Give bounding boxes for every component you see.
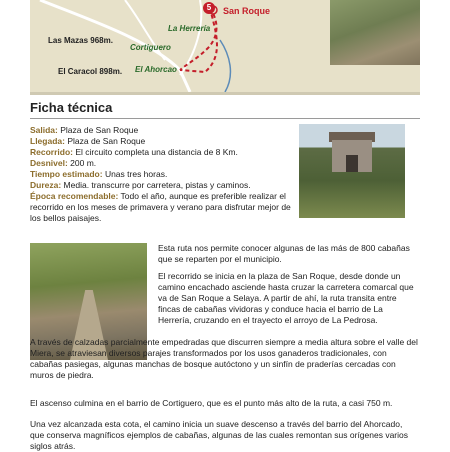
ficha-row-llegada: Llegada: Plaza de San Roque <box>30 136 146 146</box>
ficha-details <box>30 125 292 224</box>
ficha-row-epoca: Época recomendable: Todo el año, aunque es preferible realizar el recorrido en los meses de primavera y verano para disfrutar mejor de los bellos paisajes. <box>30 191 291 223</box>
ficha-row-tiempo: Tiempo estimado: Unas tres horas. <box>30 169 168 179</box>
map-label-las-mazas: Las Mazas 968m. <box>48 36 113 45</box>
route-middle-paragraph: A través de calzadas parcialmente empedradas que discurren siempre a media altura sobre el valle del Miera, se atraviesan diversos parajes transformados por los usos ganaderos tradicionales, con cabañas pasiegas, algunas manchas de bosque autóctono y un sinfín de praderías cercadas con muros de piedra. <box>30 337 418 380</box>
ficha-row-salida: Salida: Plaza de San Roque <box>30 125 139 135</box>
intro-paragraph: Esta ruta nos permite conocer algunas de las más de 800 cabañas que se reparten por el municipio. <box>158 243 410 264</box>
map-destination-label: San Roque <box>223 6 271 16</box>
route-descent-paragraph: Una vez alcanzada esta cota, el camino inicia un suave descenso a través del barrio del Ahorcado, que conserva magníficos ejemplos de cabañas, algunas de las cuales remontan sus orígenes varios siglos atrás. <box>30 419 408 451</box>
map-divider <box>30 92 420 95</box>
cabana-door <box>346 155 358 172</box>
ficha-rule <box>30 118 420 119</box>
route-start-paragraph: El recorrido se inicia en la plaza de San Roque, desde donde un camino encachado asciende hasta cruzar la carretera comarcal que va de San Roque a Selaya. A partir de ahí, la ruta transita entre fincas de cabañas vividoras y conduce hacia el barrio de La Herrería, cruzando en el trayecto el arroyo de La Pedrosa. <box>158 271 414 325</box>
map-label-la-herreria: La Herrería <box>168 24 211 33</box>
map-label-cortiguero: Cortiguero <box>130 43 171 52</box>
ficha-row-recorrido: Recorrido: El circuito completa una distancia de 8 Km. <box>30 147 238 157</box>
map-corner-photo <box>330 0 420 65</box>
ficha-row-dureza: Dureza: Media. transcurre por carretera, pistas y caminos. <box>30 180 251 190</box>
map-label-el-ahorcao: El Ahorcao <box>135 65 177 74</box>
stage-number-badge: 5 <box>203 2 215 14</box>
route-map <box>30 0 420 92</box>
ficha-title: Ficha técnica <box>30 100 113 115</box>
map-label-el-caracol: El Caracol 898m. <box>58 67 123 76</box>
ficha-row-desnivel: Desnivel: 200 m. <box>30 158 97 168</box>
route-summit-paragraph: El ascenso culmina en el barrio de Cortiguero, que es el punto más alto de la ruta, a casi 750 m. <box>30 398 393 408</box>
